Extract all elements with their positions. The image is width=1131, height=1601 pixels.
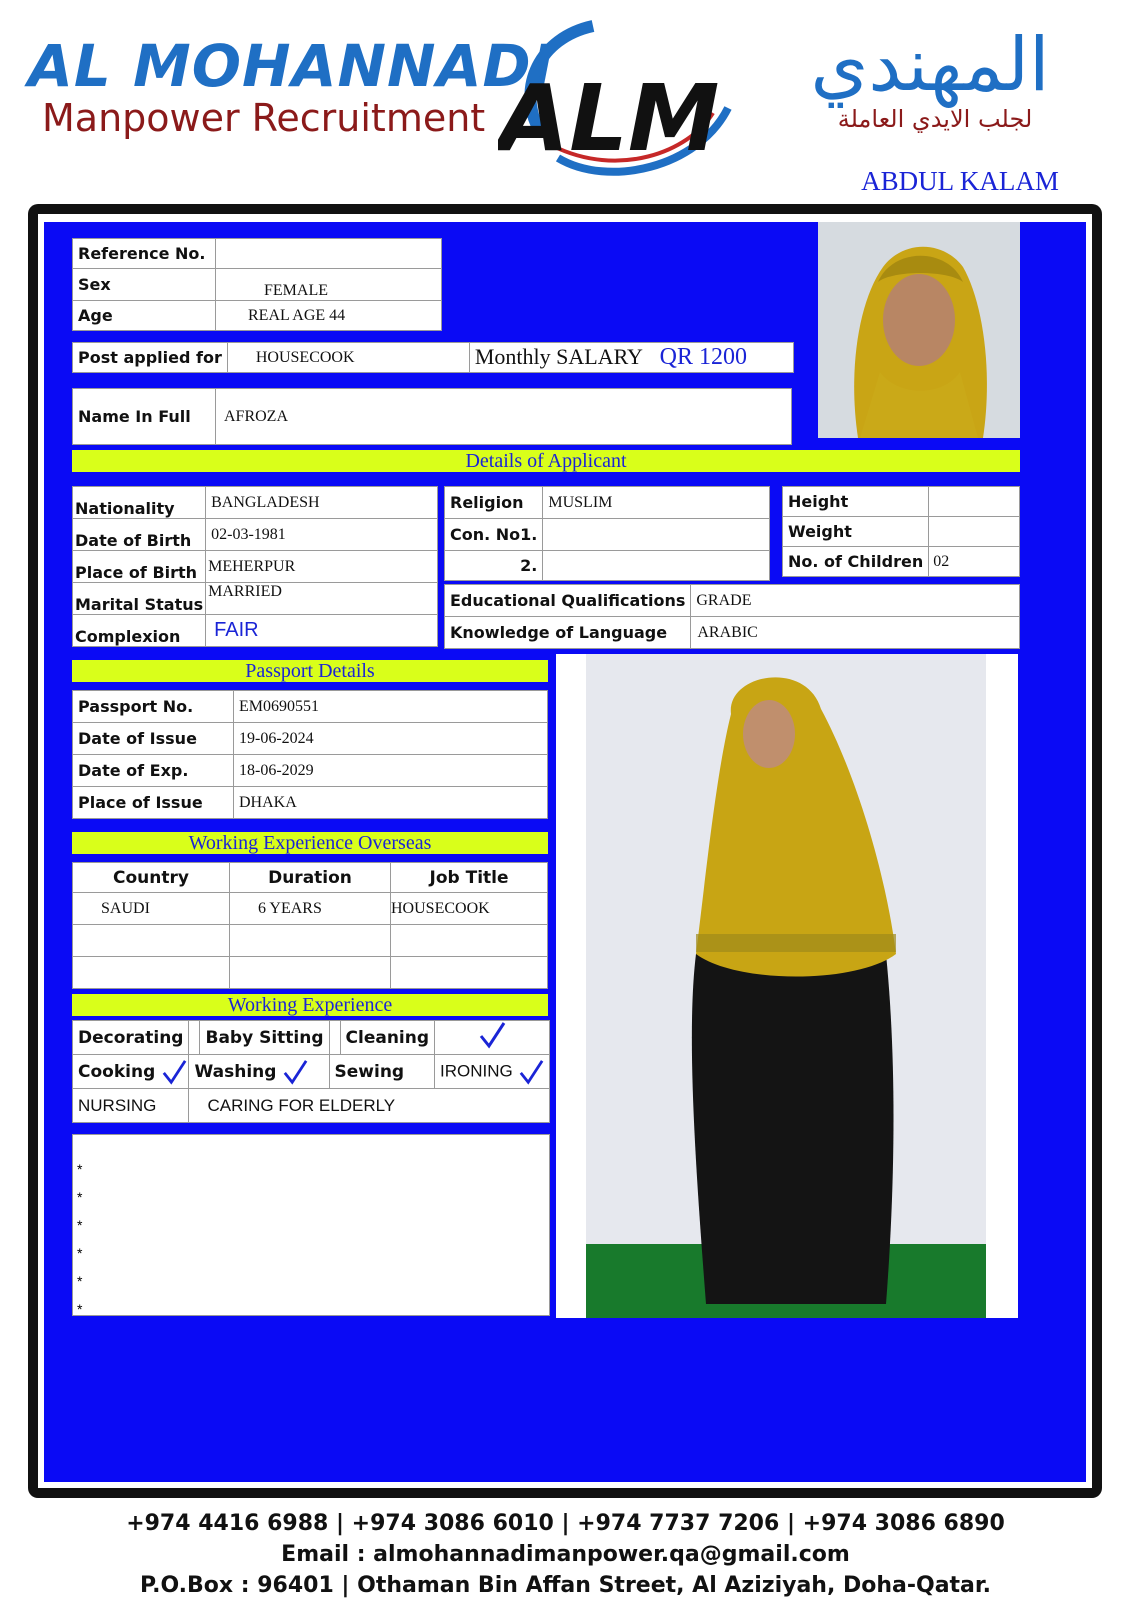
education-label: Educational Qualifications xyxy=(445,585,691,617)
salary-cell xyxy=(469,343,793,373)
details-section-title: Details of Applicant xyxy=(72,450,1020,472)
skill-decorating: Decorating xyxy=(73,1021,189,1055)
brand-block xyxy=(28,32,555,140)
arabic-brand-name: المهندي xyxy=(810,22,1050,108)
skill-ironing xyxy=(435,1055,549,1089)
skill-baby-sitting-check xyxy=(329,1021,340,1055)
check-icon xyxy=(161,1059,187,1085)
check-icon xyxy=(478,1021,506,1049)
overseas-table xyxy=(72,862,548,989)
full-body-photo xyxy=(556,654,1018,1318)
dob-value: 02-03-1981 xyxy=(206,519,438,551)
physical-table xyxy=(782,486,1020,577)
check-icon xyxy=(282,1059,308,1085)
religion-label: Religion xyxy=(445,487,543,519)
skills-table xyxy=(72,1020,550,1123)
age-value: REAL AGE 44 xyxy=(216,301,442,331)
height-value xyxy=(929,487,1020,517)
children-label: No. of Children xyxy=(783,547,929,577)
agent-name: ABDUL KALAM xyxy=(861,166,1059,196)
skill-ironing-label: IRONING xyxy=(440,1060,513,1080)
notes-list xyxy=(73,1135,549,1323)
issue-date-label: Date of Issue xyxy=(73,723,234,755)
issue-place-label: Place of Issue xyxy=(73,787,234,819)
skill-decorating-check xyxy=(189,1021,200,1055)
overseas-header-job: Job Title xyxy=(391,863,548,893)
overseas-duration: 6 YEARS xyxy=(230,893,391,925)
language-value: ARABIC xyxy=(691,617,1020,649)
portrait-photo xyxy=(818,222,1020,438)
overseas-header-duration: Duration xyxy=(230,863,391,893)
religion-table xyxy=(444,486,770,581)
table-row xyxy=(73,925,548,957)
sex-value: FEMALE xyxy=(216,269,442,301)
salary-value: QR 1200 xyxy=(659,344,747,370)
reference-value xyxy=(216,239,442,269)
pob-label: Place of Birth xyxy=(73,551,206,583)
passport-table xyxy=(72,690,548,819)
name-value: AFROZA xyxy=(216,389,792,445)
qualification-table xyxy=(444,584,1020,649)
list-item: * xyxy=(77,1273,83,1289)
post-table xyxy=(72,342,794,373)
age-label: Age xyxy=(73,301,216,331)
children-value: 02 xyxy=(929,547,1020,577)
skill-baby-sitting: Baby Sitting xyxy=(200,1021,329,1055)
personal-details-table xyxy=(72,486,438,647)
skill-cooking-label: Cooking xyxy=(78,1061,156,1082)
list-item: * xyxy=(77,1161,83,1177)
complexion-label: Complexion xyxy=(73,615,206,647)
nationality-value: BANGLADESH xyxy=(206,487,438,519)
list-item: * xyxy=(77,1301,83,1317)
weight-value xyxy=(929,517,1020,547)
skill-washing xyxy=(189,1055,329,1089)
complexion-value: FAIR xyxy=(206,615,438,647)
notes-box xyxy=(72,1134,550,1316)
logo-text: ALM xyxy=(498,65,720,172)
footer-email: Email : almohannadimanpower.qa@gmail.com xyxy=(281,1542,850,1567)
sex-label: Sex xyxy=(73,269,216,301)
height-label: Height xyxy=(783,487,929,517)
overseas-header-country: Country xyxy=(73,863,230,893)
name-table xyxy=(72,388,792,445)
post-label: Post applied for xyxy=(73,343,228,373)
list-item: * xyxy=(77,1189,83,1205)
skill-sewing: Sewing xyxy=(329,1055,435,1089)
issue-date-value: 19-06-2024 xyxy=(234,723,548,755)
check-icon xyxy=(518,1059,544,1085)
overseas-section-title: Working Experience Overseas xyxy=(72,832,548,854)
experience-section-title: Working Experience xyxy=(72,994,548,1016)
language-label: Knowledge of Language xyxy=(445,617,691,649)
list-item: * xyxy=(77,1217,83,1233)
skill-washing-label: Washing xyxy=(194,1061,277,1082)
exp-date-value: 18-06-2029 xyxy=(234,755,548,787)
skill-caring: CARING FOR ELDERLY xyxy=(189,1089,549,1123)
brand-name: AL MOHANNADI xyxy=(28,32,555,100)
pob-value: MEHERPUR xyxy=(206,551,438,583)
post-value: HOUSECOOK xyxy=(227,343,469,373)
table-row xyxy=(73,893,548,925)
issue-place-value: DHAKA xyxy=(234,787,548,819)
exp-date-label: Date of Exp. xyxy=(73,755,234,787)
skill-cleaning-check xyxy=(435,1021,549,1055)
skill-cooking xyxy=(73,1055,189,1089)
basic-info-table xyxy=(72,238,442,331)
marital-label: Marital Status xyxy=(73,583,206,615)
footer xyxy=(0,1508,1131,1601)
marital-value: MARRIED xyxy=(206,583,438,615)
skill-nursing: NURSING xyxy=(73,1089,189,1123)
overseas-country: SAUDI xyxy=(73,893,230,925)
weight-label: Weight xyxy=(783,517,929,547)
salary-label: Monthly SALARY xyxy=(474,344,643,369)
arabic-brand-subtitle: لجلب الايدي العاملة xyxy=(837,105,1033,133)
passport-section-title: Passport Details xyxy=(72,660,548,682)
con1-label: Con. No1. xyxy=(445,519,543,551)
name-label: Name In Full xyxy=(73,389,216,445)
skill-cleaning: Cleaning xyxy=(340,1021,435,1055)
footer-phones: +974 4416 6988 | +974 3086 6010 | +974 7737 7206 | +974 3086 6890 xyxy=(126,1511,1005,1536)
con2-value xyxy=(543,551,770,581)
con2-label: 2. xyxy=(445,551,543,581)
education-value: GRADE xyxy=(691,585,1020,617)
passport-no-value: EM0690551 xyxy=(234,691,548,723)
table-row xyxy=(73,957,548,989)
brand-subtitle: Manpower Recruitment xyxy=(42,96,486,140)
overseas-job: HOUSECOOK xyxy=(391,893,548,925)
footer-address: P.O.Box : 96401 | Othaman Bin Affan Street, Al Aziziyah, Doha-Qatar. xyxy=(140,1573,991,1598)
con1-value xyxy=(543,519,770,551)
list-item: * xyxy=(77,1245,83,1261)
nationality-label: Nationality xyxy=(73,487,206,519)
religion-value: MUSLIM xyxy=(543,487,770,519)
alm-logo xyxy=(498,18,738,183)
dob-label: Date of Birth xyxy=(73,519,206,551)
reference-label: Reference No. xyxy=(73,239,216,269)
passport-no-label: Passport No. xyxy=(73,691,234,723)
